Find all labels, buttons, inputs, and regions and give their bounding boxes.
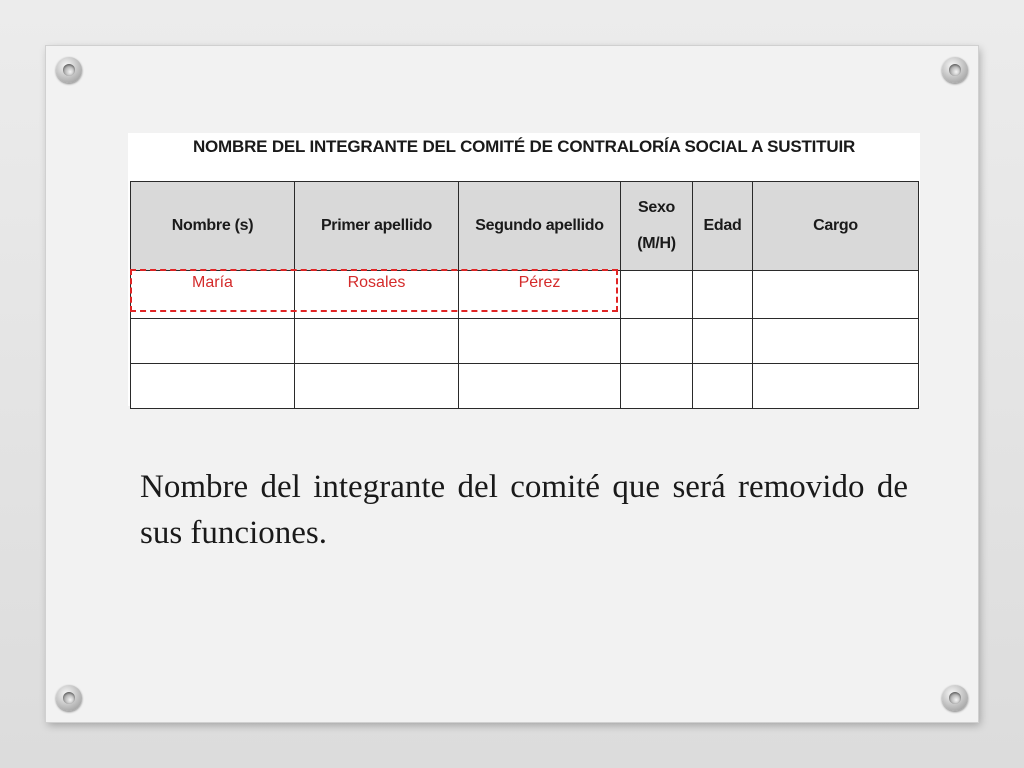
cell-primer-apellido xyxy=(295,364,459,409)
rivet-icon xyxy=(942,685,968,711)
form-image xyxy=(128,133,920,406)
cell-edad xyxy=(693,319,753,364)
cell-cargo xyxy=(753,319,919,364)
slide-caption: Nombre del integrante del comité que será removido de sus funciones. xyxy=(140,469,908,551)
table-row xyxy=(131,271,919,319)
table-row xyxy=(131,319,919,364)
header-primer-apellido: Primer apellido xyxy=(295,182,459,271)
cell-edad xyxy=(693,271,753,319)
header-sexo-options: (M/H) xyxy=(637,235,676,252)
cell-primer-apellido: Rosales xyxy=(295,271,459,319)
cell-segundo-apellido: Pérez xyxy=(459,271,621,319)
form-title: NOMBRE DEL INTEGRANTE DEL COMITÉ DE CONTRALORÍA SOCIAL A SUSTITUIR xyxy=(192,137,856,156)
cell-sexo xyxy=(621,364,693,409)
cell-sexo xyxy=(621,319,693,364)
header-sexo-label: Sexo xyxy=(637,199,676,216)
cell-segundo-apellido xyxy=(459,319,621,364)
cell-nombre: María xyxy=(131,271,295,319)
header-segundo-apellido: Segundo apellido xyxy=(459,182,621,271)
header-sexo xyxy=(621,182,693,271)
cell-primer-apellido xyxy=(295,319,459,364)
table-header-row xyxy=(131,182,919,271)
substitution-table xyxy=(130,181,919,409)
rivet-icon xyxy=(942,57,968,83)
cell-cargo xyxy=(753,271,919,319)
header-cargo: Cargo xyxy=(753,182,919,271)
cell-cargo xyxy=(753,364,919,409)
cell-nombre xyxy=(131,364,295,409)
table-row xyxy=(131,364,919,409)
header-nombre: Nombre (s) xyxy=(131,182,295,271)
rivet-icon xyxy=(56,57,82,83)
rivet-icon xyxy=(56,685,82,711)
header-edad: Edad xyxy=(693,182,753,271)
cell-nombre xyxy=(131,319,295,364)
cell-segundo-apellido xyxy=(459,364,621,409)
cell-sexo xyxy=(621,271,693,319)
slide xyxy=(46,46,978,722)
cell-edad xyxy=(693,364,753,409)
